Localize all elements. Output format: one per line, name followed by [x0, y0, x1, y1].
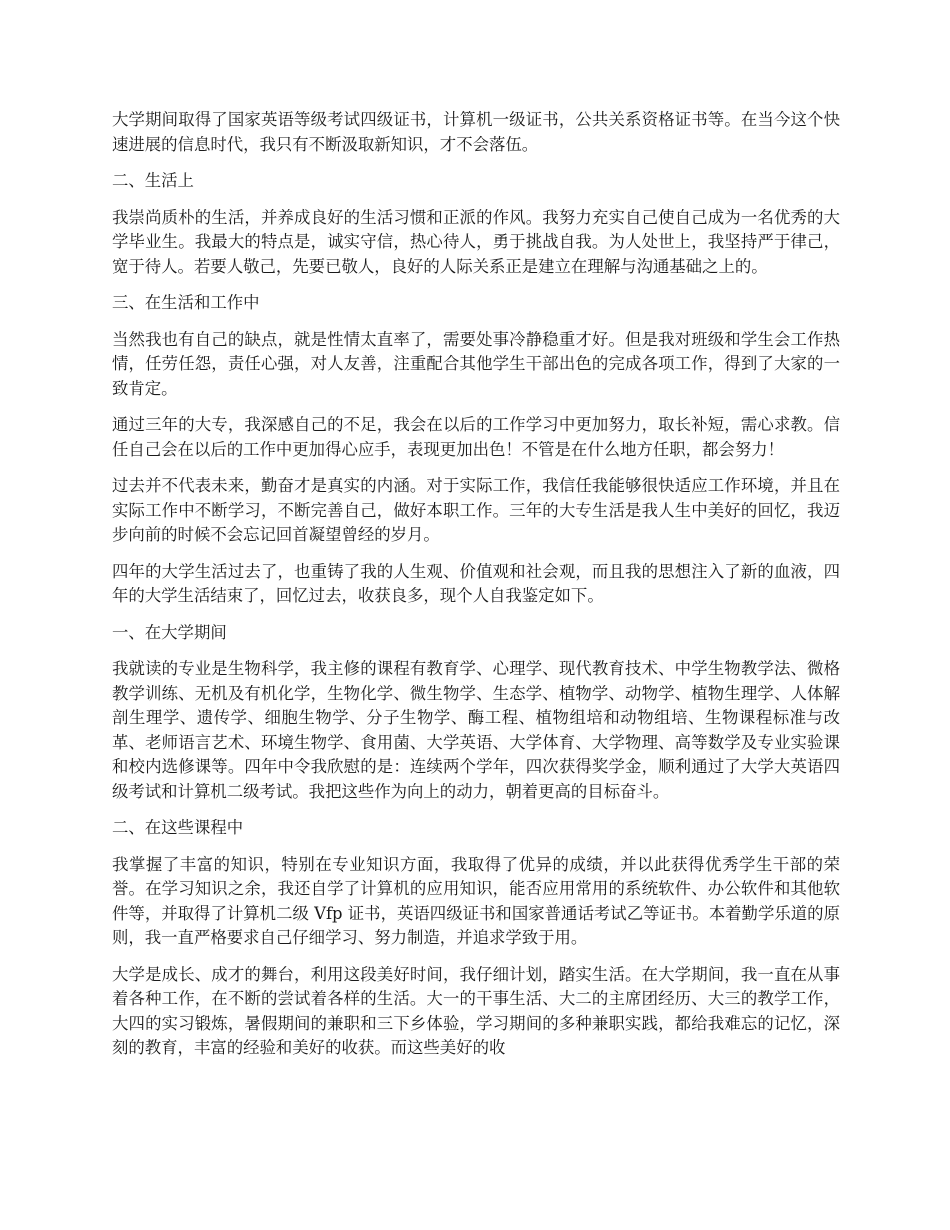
- paragraph: 我崇尚质朴的生活，并养成良好的生活习惯和正派的作风。我努力充实自己使自己成为一名优秀的大学毕业生。我最大的特点是，诚实守信，热心待人，勇于挑战自我。为人处世上，我坚持严于律己，宽于待人。若要人敬己，先要已敬人，良好的人际关系正是建立在理解与沟通基础之上的。: [112, 207, 840, 276]
- paragraph: 我掌握了丰富的知识，特别在专业知识方面，我取得了优异的成绩，并以此获得优秀学生干部的荣誉。在学习知识之余，我还自学了计算机的应用知识，能否应用常用的系统软件、办公软件和其他软件等，并取得了计算机二级 Vfp 证书，英语四级证书和国家普通话考试乙等证书。本着勤学乐道的原则，我一直严格要求自己仔细学习、努力制造，并追求学致于用。: [112, 854, 840, 947]
- section-heading: 一、在大学期间: [112, 622, 227, 642]
- document-page: [112, 108, 840, 1073]
- section-heading: 三、在生活和工作中: [112, 293, 260, 312]
- paragraph: 通过三年的大专，我深感自己的不足，我会在以后的工作学习中更加努力，取长补短，需心求教。信任自己会在以后的工作中更加得心应手，表现更加出色！不管是在什么地方任职，都会努力！: [112, 415, 840, 459]
- paragraph: 四年的大学生活过去了，也重铸了我的人生观、价值观和社会观，而且我的思想注入了新的血液，四年的大学生活结束了，回忆过去，收获良多，现个人自我鉴定如下。: [112, 561, 840, 605]
- section-heading: 二、在这些课程中: [112, 818, 244, 837]
- paragraph: 大学是成长、成才的舞台，利用这段美好时间，我仔细计划，踏实生活。在大学期间，我一直在从事着各种工作，在不断的尝试着各样的生活。大一的干事生活、大二的主席团经历、大三的教学工作，大四的实习锻炼，暑假期间的兼职和三下乡体验，学习期间的多种兼职实践，都给我难忘的记忆，深刻的教育，丰富的经验和美好的收获。而这些美好的收: [112, 964, 840, 1057]
- paragraph: 过去并不代表未来，勤奋才是真实的内涵。对于实际工作，我信任我能够很快适应工作环境，并且在实际工作中不断学习，不断完善自己，做好本职工作。三年的大专生活是我人生中美好的回忆，我迈步向前的时候不会忘记回首凝望曾经的岁月。: [112, 476, 840, 544]
- paragraph: 我就读的专业是生物科学，我主修的课程有教育学、心理学、现代教育技术、中学生物教学法、微格教学训练、无机及有机化学，生物化学、微生物学、生态学、植物学、动物学、植物生理学、人体解剖生理学、遗传学、细胞生物学、分子生物学、酶工程、植物组培和动物组培、生物课程标准与改革、老师语言艺术、环境生物学、食用菌、大学英语、大学体育、大学物理、高等数学及专业实验课和校内选修课等。四年中令我欣慰的是：连续两个学年，四次获得奖学金，顺利通过了大学大英语四级考试和计算机二级考试。我把这些作为向上的动力，朝着更高的目标奋斗。: [112, 659, 840, 801]
- paragraph: 大学期间取得了国家英语等级考试四级证书，计算机一级证书，公共关系资格证书等。在当今这个快速进展的信息时代，我只有不断汲取新知识，才不会落伍。: [112, 110, 840, 154]
- paragraph: 当然我也有自己的缺点，就是性情太直率了，需要处事冷静稳重才好。但是我对班级和学生会工作热情，任劳任怨，责任心强，对人友善，注重配合其他学生干部出色的完成各项工作，得到了大家的一致肯定。: [112, 329, 840, 398]
- section-heading: 二、生活上: [112, 171, 194, 190]
